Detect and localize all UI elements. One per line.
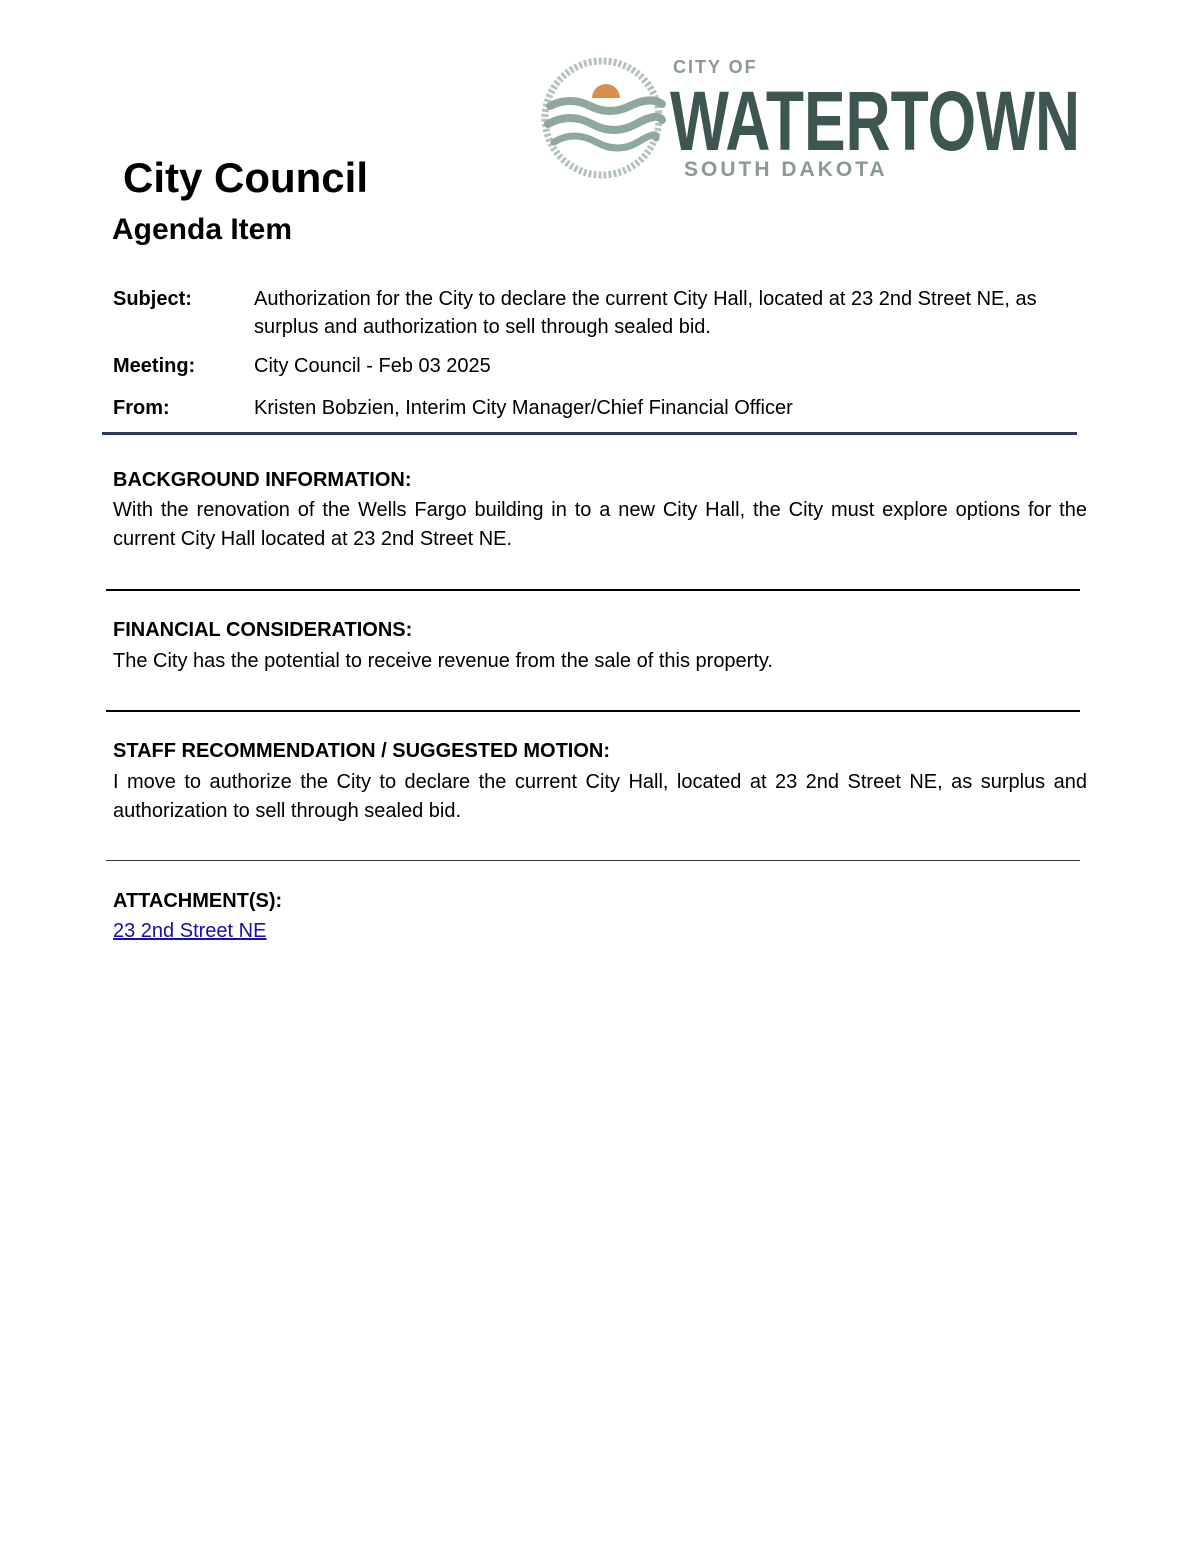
watertown-seal-icon (540, 56, 1085, 184)
logo-line3: SOUTH DAKOTA (684, 158, 888, 181)
subject-value: Authorization for the City to declare the current City Hall, located at 23 2nd Street NE, as surplus and authorization to sell through sealed bid. (254, 288, 1037, 338)
recommendation-heading: STAFF RECOMMENDATION / SUGGESTED MOTION: (113, 740, 611, 762)
subject-label: Subject: (113, 288, 192, 310)
page-subtitle: Agenda Item (112, 213, 293, 246)
section-divider (106, 860, 1080, 861)
section-divider (106, 589, 1080, 591)
meeting-value: City Council - Feb 03 2025 (254, 355, 491, 377)
from-value: Kristen Bobzien, Interim City Manager/Chief Financial Officer (254, 397, 793, 419)
page-title: City Council (123, 154, 369, 201)
logo-line1: CITY OF (673, 57, 758, 77)
financial-heading: FINANCIAL CONSIDERATIONS: (113, 619, 413, 641)
background-body: With the renovation of the Wells Fargo building in to a new City Hall, the City must explore options for the current City Hall located at 23 2nd Street NE. (113, 499, 1087, 550)
section-divider (106, 710, 1080, 712)
background-heading: BACKGROUND INFORMATION: (113, 469, 412, 491)
attachments-heading: ATTACHMENT(S): (113, 890, 283, 912)
financial-body: The City has the potential to receive revenue from the sale of this property. (113, 650, 773, 672)
attachment-link[interactable]: 23 2nd Street NE (113, 920, 267, 942)
recommendation-body: I move to authorize the City to declare the current City Hall, located at 23 2nd Street NE, as surplus and authorization to sell through sealed bid. (113, 771, 1087, 822)
city-logo (540, 56, 1085, 184)
meeting-label: Meeting: (113, 355, 196, 377)
from-label: From: (113, 397, 170, 419)
logo-line2: WATERTOWN (670, 74, 1080, 168)
header-divider (102, 432, 1077, 435)
